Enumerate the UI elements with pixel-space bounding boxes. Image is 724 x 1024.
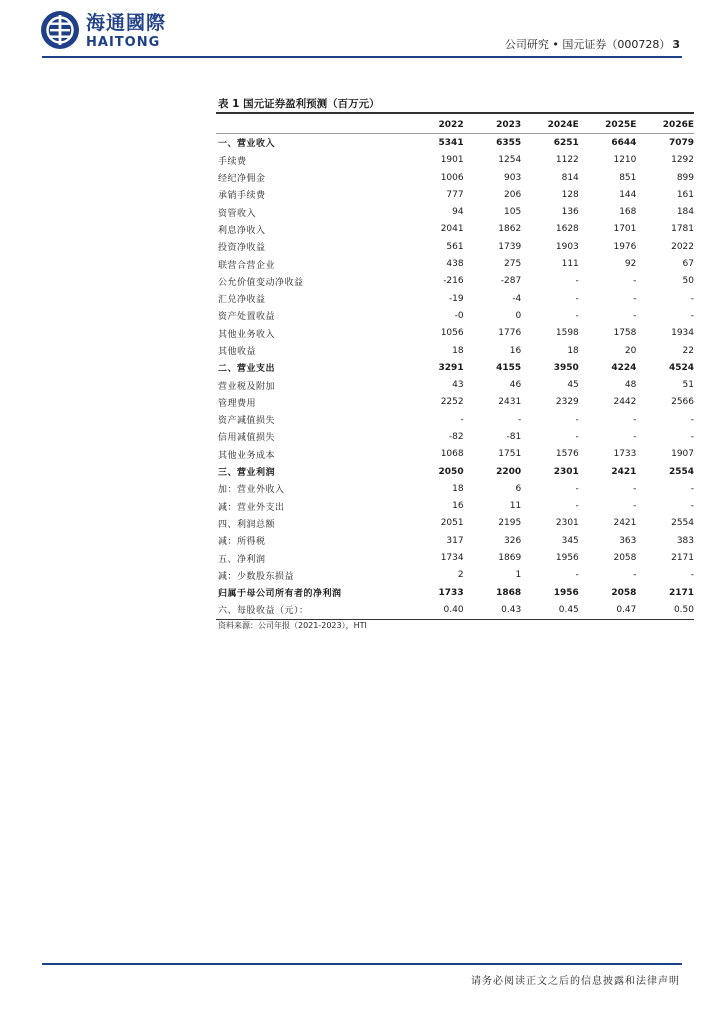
value-cell: 3291 (438, 362, 464, 373)
value-cell: 383 (676, 535, 694, 546)
value-cell: 136 (561, 207, 579, 218)
value-cell: 814 (561, 172, 579, 183)
value-cell: 6 (515, 483, 522, 494)
value-cell: 2058 (613, 553, 637, 564)
value-cell: 2301 (555, 518, 579, 529)
value-cell: - (575, 414, 579, 425)
value-cell: 18 (567, 345, 579, 356)
value-cell: 1598 (555, 328, 579, 339)
row-label: 资产减值损失 (218, 416, 276, 427)
value-cell: 2 (457, 570, 464, 581)
value-cell: 18 (452, 345, 464, 356)
value-cell: 1758 (613, 328, 637, 339)
value-cell: 0.45 (521, 601, 579, 619)
row-label: 加：营业外收入 (218, 485, 285, 496)
value-cell: 48 (624, 380, 637, 391)
row-label: 资管收入 (218, 208, 257, 219)
value-cell: 345 (561, 535, 579, 546)
value-cell: 168 (619, 207, 637, 218)
value-cell: 20 (624, 345, 637, 356)
value-cell: 16 (509, 345, 522, 356)
value-cell: 1734 (440, 553, 464, 564)
value-cell: 2252 (440, 397, 464, 408)
value-cell: 4155 (496, 362, 522, 373)
value-cell: 275 (504, 259, 522, 270)
value-cell: 3950 (553, 362, 579, 373)
value-cell: -19 (448, 293, 464, 304)
table-row (216, 549, 694, 566)
value-cell: - (575, 501, 579, 512)
value-cell: 128 (561, 189, 579, 200)
table-row (216, 203, 694, 220)
value-cell: - (633, 570, 637, 581)
table-row (216, 359, 694, 376)
value-cell: -216 (443, 276, 464, 287)
value-cell: 561 (446, 241, 464, 252)
value-cell: 1901 (440, 155, 464, 166)
row-label: 三、营业利润 (218, 468, 276, 479)
table-row (216, 186, 694, 203)
table-row (216, 307, 694, 324)
value-cell: 2171 (671, 553, 694, 564)
table-row (216, 134, 694, 152)
value-cell: 184 (676, 207, 694, 218)
earnings-forecast-table (216, 116, 694, 620)
row-label: 二、营业支出 (218, 364, 276, 375)
value-cell: 22 (682, 345, 694, 356)
value-cell: - (690, 414, 694, 425)
value-cell: - (460, 414, 464, 425)
table-row (216, 532, 694, 549)
value-cell: 2050 (438, 466, 464, 477)
page-number: 3 (672, 38, 680, 51)
value-cell: 43 (452, 380, 464, 391)
table-top-rule (216, 112, 694, 114)
value-cell: 1862 (498, 224, 522, 235)
value-cell: 2195 (498, 518, 522, 529)
table-row (216, 411, 694, 428)
value-cell: 161 (676, 189, 694, 200)
row-label: 利息净收入 (218, 225, 266, 236)
value-cell: 1210 (613, 155, 637, 166)
table-row (216, 498, 694, 515)
value-cell: 6355 (496, 137, 522, 148)
value-cell: 2421 (611, 466, 637, 477)
value-cell: - (690, 293, 694, 304)
table-row (216, 463, 694, 480)
value-cell: 111 (561, 259, 579, 270)
value-cell: 903 (504, 172, 522, 183)
row-label: 汇兑净收益 (218, 295, 266, 306)
value-cell: 1576 (555, 449, 579, 460)
value-cell: 363 (619, 535, 637, 546)
logo-english-text: HAITONG (86, 35, 161, 50)
value-cell: 1 (515, 570, 522, 581)
value-cell: 326 (504, 535, 522, 546)
value-cell: 1903 (555, 241, 579, 252)
value-cell: 0.50 (636, 601, 694, 619)
value-cell: 1776 (498, 328, 522, 339)
table-row (216, 325, 694, 342)
value-cell: 11 (509, 501, 522, 512)
value-cell: 1751 (498, 449, 522, 460)
row-label: 公允价值变动净收益 (218, 277, 304, 288)
value-cell: 144 (619, 189, 637, 200)
column-header: 2026E (636, 116, 694, 134)
value-cell: 50 (682, 276, 694, 287)
row-label: 承销手续费 (218, 191, 266, 202)
table-row (216, 221, 694, 238)
value-cell: 1292 (671, 155, 694, 166)
table-row (216, 428, 694, 445)
value-cell: -0 (454, 310, 464, 321)
column-header: 2022 (406, 116, 464, 134)
value-cell: 2301 (553, 466, 579, 477)
value-cell: - (690, 431, 694, 442)
value-cell: 94 (452, 207, 464, 218)
column-header: 2023 (464, 116, 522, 134)
row-label: 其他收益 (218, 347, 257, 357)
value-cell: 1122 (555, 155, 579, 166)
value-cell: 438 (446, 259, 464, 270)
value-cell: 2041 (440, 224, 464, 235)
value-cell: 0.47 (579, 601, 637, 619)
table-body (216, 134, 694, 619)
company-logo (40, 10, 190, 54)
value-cell: 1907 (671, 449, 694, 460)
table-row (216, 273, 694, 290)
value-cell: 1976 (613, 241, 637, 252)
table-title: 表 1 国元证券盈利预测（百万元） (218, 98, 380, 110)
value-cell: 2554 (668, 466, 694, 477)
value-cell: - (633, 276, 637, 287)
value-cell: 7079 (668, 137, 694, 148)
value-cell: 2431 (498, 397, 522, 408)
table-row (216, 584, 694, 601)
value-cell: 1733 (438, 587, 464, 598)
row-label: 一、营业收入 (218, 139, 276, 150)
table-row (216, 238, 694, 255)
value-cell: 2421 (613, 518, 637, 529)
value-cell: 45 (567, 380, 579, 391)
value-cell: 1701 (613, 224, 637, 235)
value-cell: 105 (504, 207, 522, 218)
value-cell: - (633, 293, 637, 304)
value-cell: - (633, 414, 637, 425)
running-header (505, 36, 680, 52)
value-cell: 67 (682, 259, 694, 270)
value-cell: - (690, 501, 694, 512)
table-row (216, 480, 694, 497)
value-cell: 1934 (671, 328, 694, 339)
value-cell: - (575, 483, 579, 494)
row-label: 归属于母公司所有者的净利润 (218, 589, 342, 600)
table-row (216, 376, 694, 393)
value-cell: 1956 (555, 553, 579, 564)
value-cell: - (690, 483, 694, 494)
value-cell: 2442 (613, 397, 637, 408)
row-label: 信用减值损失 (218, 433, 276, 444)
column-header: 2025E (579, 116, 637, 134)
footer-disclaimer: 请务必阅读正文之后的信息披露和法律声明 (471, 976, 680, 987)
value-cell: 777 (446, 189, 464, 200)
value-cell: - (575, 431, 579, 442)
value-cell: 1868 (496, 587, 522, 598)
table-row (216, 394, 694, 411)
value-cell: - (690, 310, 694, 321)
value-cell: - (575, 276, 579, 287)
value-cell: 851 (619, 172, 637, 183)
value-cell: 2554 (671, 518, 694, 529)
table-row (216, 342, 694, 359)
value-cell: 2171 (668, 587, 694, 598)
haitong-logo-icon (40, 10, 80, 50)
row-label: 经纪净佣金 (218, 174, 266, 185)
value-cell: -287 (500, 276, 522, 287)
value-cell: 0.43 (464, 601, 522, 619)
value-cell: 2051 (440, 518, 464, 529)
value-cell: - (517, 414, 522, 425)
row-label: 减：所得税 (218, 537, 266, 548)
value-cell: 18 (452, 483, 464, 494)
value-cell: - (575, 310, 579, 321)
row-label: 管理费用 (218, 398, 257, 409)
value-cell: 206 (504, 189, 522, 200)
value-cell: 2566 (671, 397, 694, 408)
row-label: 联营合营企业 (218, 260, 276, 271)
table-row (216, 169, 694, 186)
table-row (216, 446, 694, 463)
row-label: 减：少数股东损益 (218, 571, 295, 582)
value-cell: 0 (515, 310, 522, 321)
value-cell: 1628 (555, 224, 579, 235)
value-cell: 2022 (671, 241, 694, 252)
value-cell: 1068 (440, 449, 464, 460)
table-source-note: 资料来源：公司年报（2021-2023），HTI (218, 621, 367, 630)
value-cell: 51 (682, 380, 694, 391)
row-label: 投资净收益 (218, 243, 266, 254)
value-cell: 317 (446, 535, 464, 546)
value-cell: 2058 (611, 587, 637, 598)
value-cell: 899 (676, 172, 694, 183)
value-cell: 6644 (611, 137, 637, 148)
header-divider (42, 56, 682, 58)
value-cell: 1739 (498, 241, 522, 252)
row-label: 资产处置收益 (218, 312, 276, 323)
value-cell: 1956 (553, 587, 579, 598)
table-row (216, 255, 694, 272)
value-cell: 5341 (438, 137, 464, 148)
value-cell: 4224 (611, 362, 637, 373)
value-cell: 0.40 (406, 601, 464, 619)
row-label: 营业税及附加 (218, 381, 276, 392)
table-row (216, 515, 694, 532)
value-cell: 6251 (553, 137, 579, 148)
table-row (216, 567, 694, 584)
row-label: 其他业务成本 (218, 450, 276, 461)
logo-chinese-text: 海通國際 (86, 12, 167, 34)
value-cell: - (690, 570, 694, 581)
column-header: 2024E (521, 116, 579, 134)
value-cell: 1733 (613, 449, 637, 460)
footer-divider (42, 963, 682, 965)
table-row (216, 601, 694, 619)
value-cell: 92 (624, 259, 637, 270)
value-cell: - (633, 483, 637, 494)
value-cell: - (633, 310, 637, 321)
table-header-row (216, 116, 694, 134)
value-cell: - (575, 293, 579, 304)
value-cell: 1006 (440, 172, 464, 183)
value-cell: 2200 (496, 466, 522, 477)
row-label: 其他业务收入 (218, 329, 276, 340)
row-label: 减：营业外支出 (218, 502, 285, 513)
row-label: 五、净利润 (218, 554, 266, 565)
value-cell: -81 (506, 431, 522, 442)
value-cell: 46 (509, 380, 522, 391)
value-cell: 4524 (668, 362, 694, 373)
row-label: 四、利润总额 (218, 519, 276, 530)
value-cell: -4 (512, 293, 522, 304)
value-cell: -82 (448, 431, 464, 442)
value-cell: 1781 (671, 224, 694, 235)
value-cell: - (633, 501, 637, 512)
value-cell: 1254 (498, 155, 522, 166)
value-cell: 1056 (440, 328, 464, 339)
value-cell: 16 (452, 501, 464, 512)
table-row (216, 290, 694, 307)
value-cell: 1869 (498, 553, 522, 564)
value-cell: 2329 (555, 397, 579, 408)
row-label: 手续费 (218, 156, 247, 167)
header-label-cell (216, 116, 406, 134)
value-cell: - (633, 431, 637, 442)
row-label: 六、每股收益（元）： (216, 601, 406, 619)
table-row (216, 152, 694, 169)
value-cell: - (575, 570, 579, 581)
running-title: 公司研究 • 国元证券（000728） (504, 38, 671, 51)
